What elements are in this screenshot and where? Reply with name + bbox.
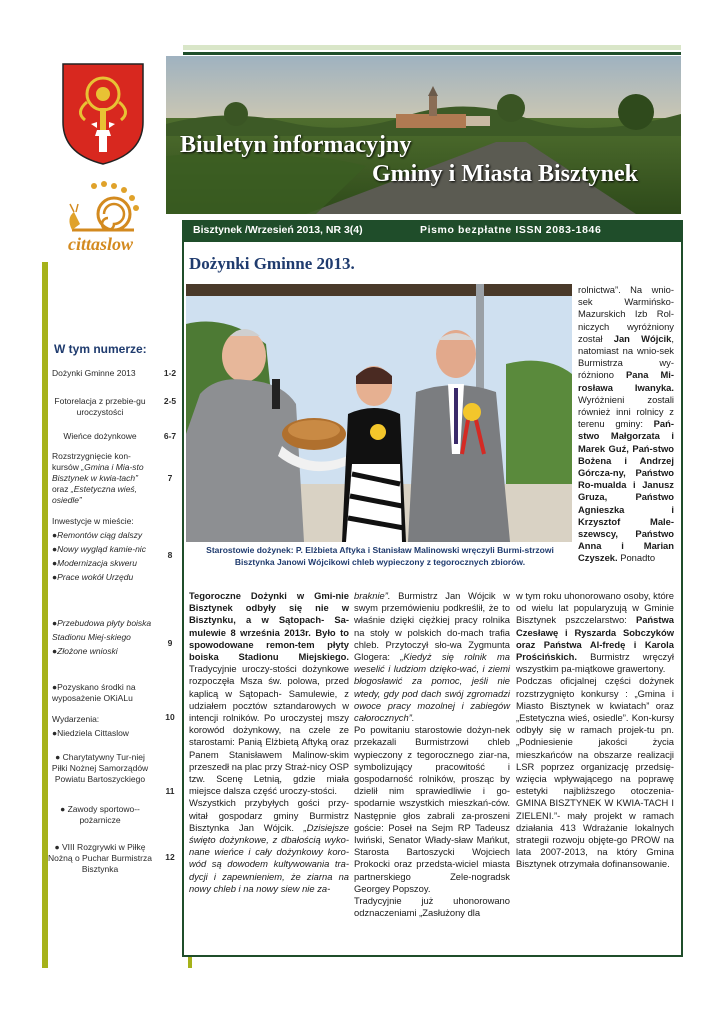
toc-bullet: ●Nowy wygląd kamie-nic (52, 544, 146, 554)
toc-bullet: ●Złożone wnioski (52, 646, 118, 656)
toc-item-page: 6-7 (163, 431, 177, 441)
body-text: Wszystkich przybyłych gości przy-witał gospodarz gminy Burmistrz Bisztynka Jan Wójcik. (189, 797, 349, 833)
article-column-1 (189, 590, 349, 895)
toc-text: VIII Rozgrywki w Piłkę Nożną o Puchar Burmistrza Bisztynka (48, 842, 152, 874)
toc-bullet: ●Prace wokół Urzędu (52, 572, 134, 582)
toc-bullet: ●Modernizacja skweru (52, 558, 137, 568)
toc-text-italic: „Estetyczna wieś, osiedle” (52, 484, 138, 505)
toc-item-label: Wydarzenia: (52, 714, 100, 724)
body-bold: Pana Mi-rosława Iwanyka. (578, 369, 674, 393)
toc-item-page: 12 (165, 852, 175, 862)
body-text: Tradycyjnie uroczy-stości dożynkowe rozpoczęła Msza św. polowa, przed kaplicą w Sątopach- Samulewie, z udziałem pocztów sztandarowych w intencji rolników. Po uroczystej mszy korowód dożynkowy, na czele ze starostami: Panią Elżbietą Aftyką oraz Panem Stanisławem Malinow-skim przeszedł na plac przy Straż-nicy OSP tzw. Scenę Letnią, gdzie miała miejsce dalsza część uroczy-stości. (189, 663, 349, 797)
body-bold: Państwa Czesławę i Ryszarda Sobczyków oraz Państwa Al-fredę i Karola Prościńskich. (516, 614, 674, 663)
toc-bullet: ●Niedziela Cittaslow (52, 728, 129, 738)
cittaslow-wordmark: cittaslow (68, 234, 134, 254)
toc-item-page: 11 (165, 786, 175, 796)
harvest-ceremony-photo (186, 284, 572, 542)
toc-item-label: ●Pozyskano środki na wyposażenie OKiALu (52, 682, 136, 703)
toc-bullet-list (52, 528, 156, 584)
toc-bullet-text: Przebudowa płyty boiska Stadionu Miej-skiego (52, 618, 152, 642)
toc-item-page: 1-2 (163, 368, 177, 378)
issn-label: Pismo bezpłatne ISSN 2083-1846 (420, 224, 602, 236)
toc-item-page: 10 (165, 712, 175, 722)
article-photo (186, 284, 572, 542)
sidebar-panel (42, 262, 192, 968)
toc-bullet-text: Prace wokół Urzędu (57, 572, 134, 582)
toc-item-label: Fotorelacja z przebie-gu uroczystości (54, 396, 146, 417)
toc-box (48, 262, 188, 968)
body-text: Podczas oficjalnej części dożynek rozstrzygnięto konkursy : „Gmina i Miasto Bisztynek w kwiatach” oraz „Estetyczna wieś, osiedle”. Kon-kursy odbyły się w ramach projek-tu pn. „Podniesienie jakości życia mieszkańców na obszarze realizacji LSR poprzez organizację przedsię-wzięcia wpływającego na poprawę estetyki najbliższego otoczenia-GMINA BISZTYNEK W KWIA-TACH I ZIELENI.”- mały projekt w ramach działania 413 Wdrażanie lokalnych strategii rozwoju objęte-go PROW na lata 2007-2013, na który Gmina Bisztynek otrzymała dofinansowanie. (516, 675, 674, 870)
toc-text: oraz (52, 484, 71, 494)
body-bold: Jan Wójcik (613, 332, 672, 344)
article-column-2 (354, 590, 510, 919)
body-italic: „Dzisiejsze święto dożynkowe, z dbałością wyko-nane wieńce i cały dożynkowy koro-wód są dowodem kultywowania tra-dycji i zapewnieniem, że ziarna na nowy chleb i na nowy siew nie za- (189, 821, 349, 894)
toc-item-label (52, 451, 156, 506)
toc-text: Zawody sportowo--pożarnicze (67, 804, 140, 825)
article-column-right-top (578, 284, 674, 565)
toc-bullet-text: Złożone wnioski (57, 646, 118, 656)
toc-item-label: ● Charytatywny Tur-niej Piłki Nożnej Samorządów Powiatu Bartoszyckiego (51, 752, 149, 784)
article-title: Dożynki Gminne 2013. (189, 254, 355, 273)
bulletin-title-line2: Gminy i Miasta Bisztynek (372, 161, 639, 187)
body-italic: braknie”. (354, 590, 391, 601)
toc-bullet-text: Modernizacja skweru (57, 558, 137, 568)
toc-text: Pozyskano środki na wyposażenie OKiALu (52, 682, 136, 703)
body-bold: Tegoroczne Dożynki w Gmi-nie Bisztynek odbyły się nie w Bisztynku, a w Sątopach- Sa-mulewie 8 września 2013r. Było to spowodowane remon-tem płyty boiska Stadionu Miejskiego. (189, 590, 349, 663)
toc-item-label: Wieńce dożynkowe (63, 431, 137, 441)
coat-of-arms-logo (61, 62, 145, 166)
toc-item-label: Dożynki Gminne 2013 (52, 368, 136, 378)
toc-bullet-text: Remontów ciąg dalszy (57, 530, 143, 540)
body-text: Tradycyjnie już uhonorowano odznaczeniami „Zasłużony dla (354, 895, 510, 919)
toc-item-page: 2-5 (163, 396, 177, 406)
article-column-3 (516, 590, 674, 871)
toc-text: Charytatywny Tur-niej Piłki Nożnej Samorządów Powiatu Bartoszyckiego (51, 752, 149, 784)
toc-item-page: 9 (167, 638, 173, 648)
toc-item-label: ● VIII Rozgrywki w Piłkę Nożną o Puchar Burmistrza Bisztynka (48, 842, 152, 874)
header-banner (166, 56, 681, 214)
header-top-stripe (183, 45, 681, 50)
body-bold: Pań-stwo Małgorzata i Marek Guź, Pań-stwo Bożena i Andrzej Górcza-ny, Państwo Ro-mualda i Janusz Gruza, Państwo Agnieszka i Krzysztof Male-szewscy, Państwo Anna i Marian Czyszek. (578, 418, 674, 564)
toc-bullet: ●Remontów ciąg dalszy (52, 530, 143, 540)
issue-label: Bisztynek /Wrzesień 2013, NR 3(4) (193, 224, 363, 236)
photo-caption: Starostowie dożynek: P. Elżbieta Aftyka i Stanisław Malinowski wręczyli Burmi-strzowi Bisztynka Janowi Wójcikowi chleb wypieczony z tegorocznych zbiorów. (206, 545, 554, 567)
toc-bullet-list (52, 616, 156, 658)
body-text: Wyróżnieni zostali również inni rolnicy z terenu gminy: (578, 393, 674, 430)
snail-icon (58, 178, 150, 238)
body-text: Burmistrz Jan Wójcik w swym przemówieniu podkreślił, że to właśnie dzięki ciężkiej pracy rolnika na stoły w polskich do-mach trafia chleb. Przytoczył sło-wa Zygmunta Glogera: (354, 590, 510, 663)
toc-text-italic: „Gmina i Mia-sto Bisztynek w kwia-tach” (52, 462, 144, 483)
header-top-rule (183, 52, 681, 55)
cittaslow-logo (58, 178, 150, 256)
body-text: Po powitaniu starostowie dożyn-nek przekazali Burmistrzowi chleb wypieczony z tegorocznego ziar-na, symbolizujący pracowitość i gospodarność rolników, prosząc by dzielił nim sprawiedliwie i go-spodarnie wszystkich mieszkań-ców. Następnie głos zabrali za-proszeni goście: Poseł na Sejm RP Tadeusz Iwiński, Senator Włady-sław Mańkut, Starosta Bartoszycki Wojciech Prokocki oraz przedsta-wiciel miasta partnerskiego Zele-nogradsk Georgey Popszoy. (354, 724, 510, 894)
toc-bullet-text: Niedziela Cittaslow (57, 728, 129, 738)
body-text: , natomiast na wnio-sek Burmistrza wy-różniono (578, 332, 674, 381)
toc-item-label: ● Zawody sportowo--pożarnicze (60, 804, 140, 825)
toc-bullet-text: Nowy wygląd kamie-nic (57, 544, 146, 554)
toc-text: Rozstrzygnięcie kon-kursów (52, 451, 131, 472)
bulletin-title-line1: Biuletyn informacyjny (180, 132, 412, 158)
body-text: Ponadto (617, 552, 656, 564)
body-text: rolnictwa”. Na wnio-sek Warmińsko-Mazurskich Izb Rol-niczych wyróżniony został (578, 284, 674, 344)
toc-bullet: ●Przebudowa płyty boiska Stadionu Miej-skiego (52, 618, 152, 642)
body-text: Burmistrz wręczył wszystkim pa-miątkowe grawertony. (516, 651, 674, 675)
toc-item-label: Inwestycje w mieście: (52, 516, 134, 526)
body-italic: „Kiedyż się rolnik ma weselić i ludziom dzięko-wać, i ziemi błogosławić za pomoc, jeśli nie wtedy, gdy pod dach swój zgromadzi owoce pracy mozolnej i zabiegów całorocznych”. (354, 651, 510, 724)
toc-heading: W tym numerze: (54, 342, 147, 356)
toc-item-page: 7 (167, 473, 173, 483)
body-text: w tym roku uhonorowano osoby, które od wielu lat popularyzują w Gminie Bisztynek pszczelarstwo: (516, 590, 674, 626)
toc-item-page: 8 (167, 550, 173, 560)
